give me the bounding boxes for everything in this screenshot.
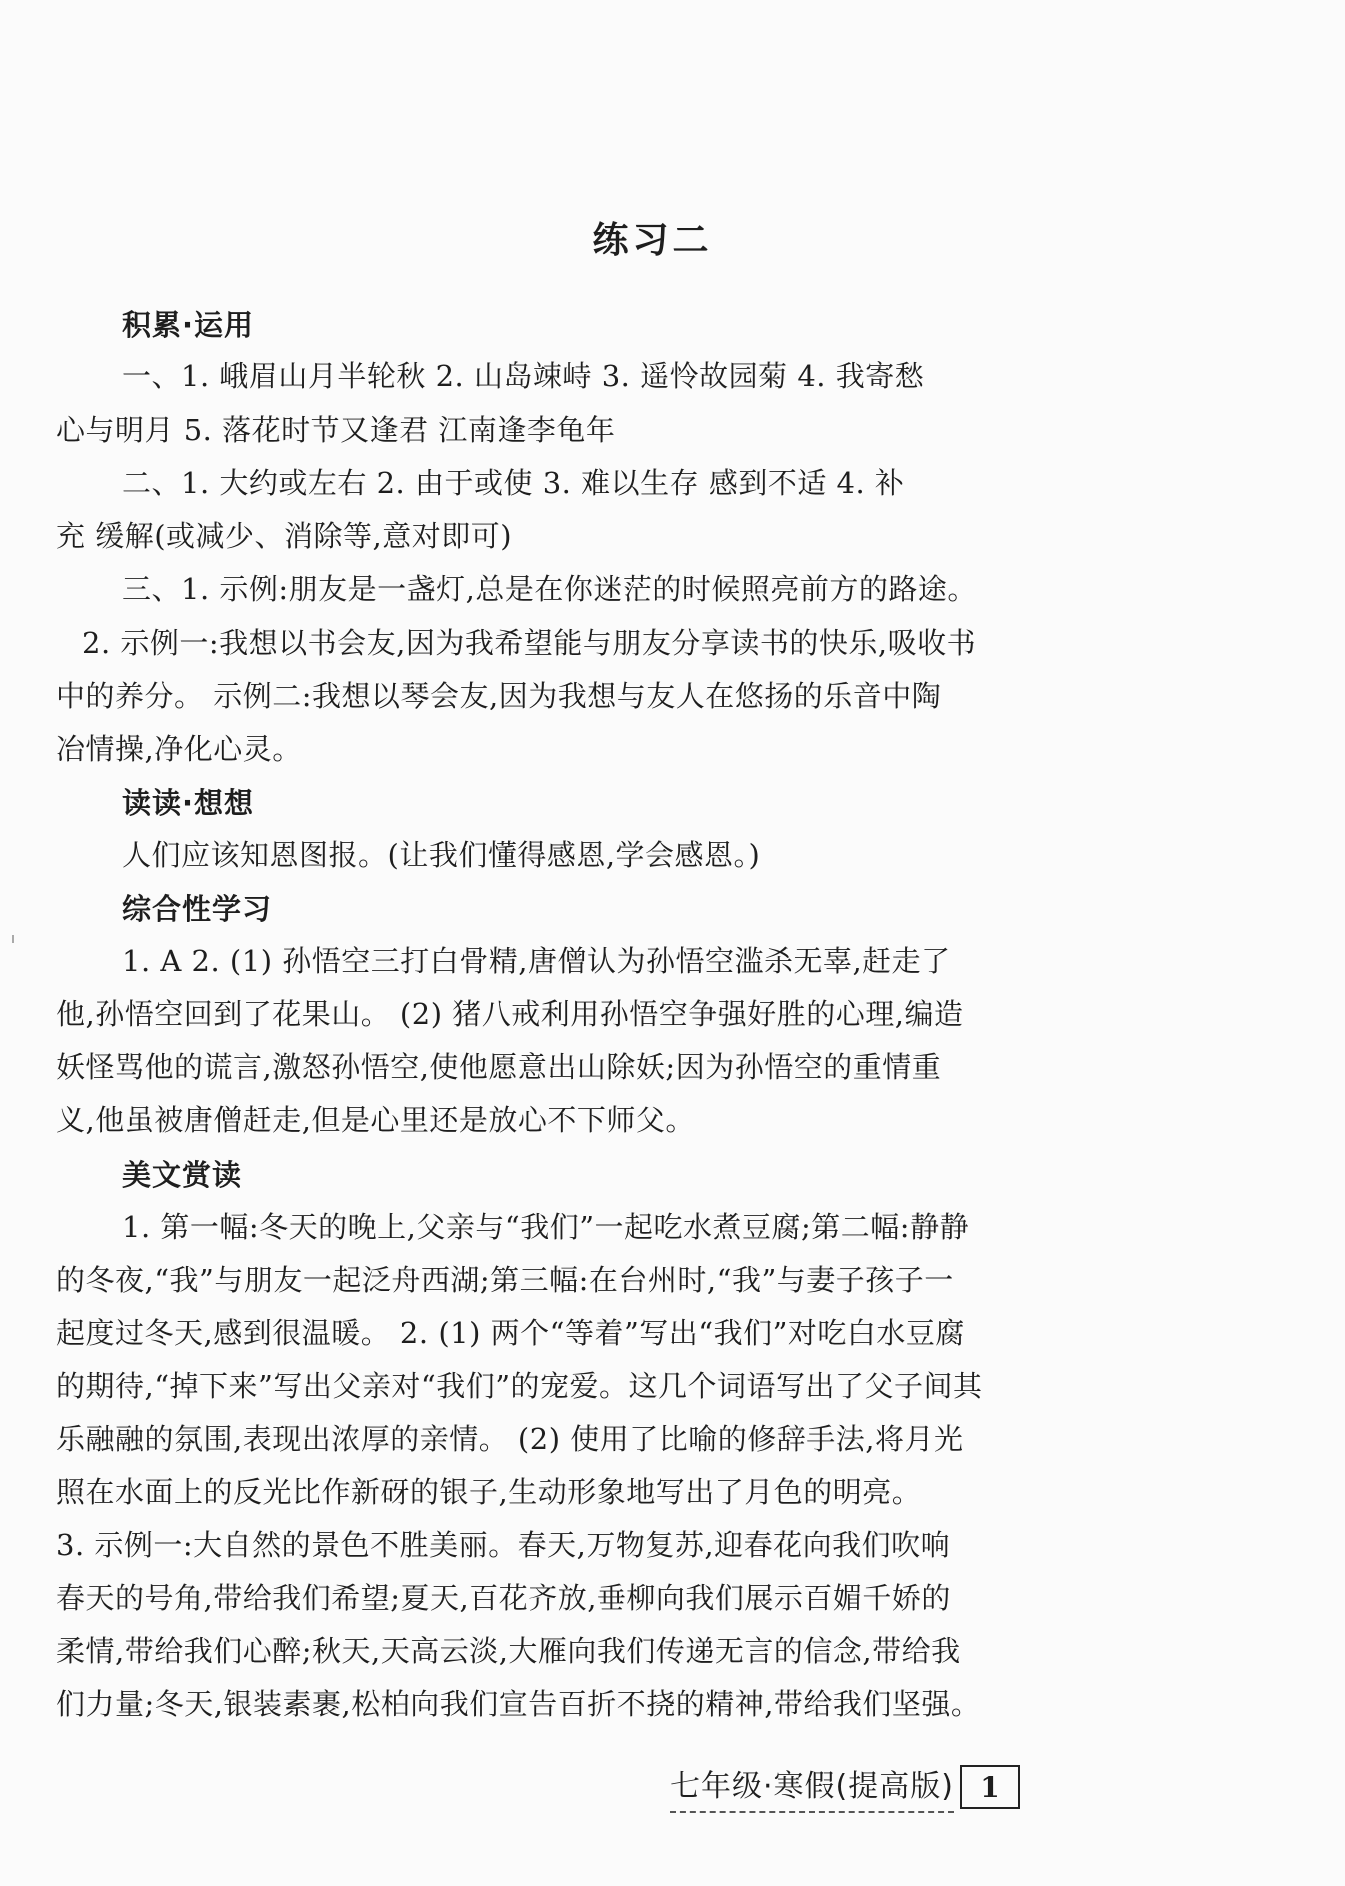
text-line: 他,孙悟空回到了花果山。 (2) 猪八戒利用孙悟空争强好胜的心理,编造 xyxy=(56,997,964,1031)
margin-mark xyxy=(12,935,14,943)
text-line: 义,他虽被唐僧赶走,但是心里还是放心不下师父。 xyxy=(56,1103,695,1137)
text-line: 们力量;冬天,银装素裹,松柏向我们宣告百折不挠的精神,带给我们坚强。 xyxy=(56,1687,981,1721)
text-line: 心与明月 5. 落花时节又逢君 江南逢李龟年 xyxy=(56,413,616,447)
text-line: 中的养分。 示例二:我想以琴会友,因为我想与友人在悠扬的乐音中陶 xyxy=(56,679,942,713)
text-line: 起度过冬天,感到很温暖。 2. (1) 两个“等着”写出“我们”对吃白水豆腐 xyxy=(56,1316,965,1350)
page-footer xyxy=(670,1763,1020,1811)
text-line: 三、1. 示例:朋友是一盏灯,总是在你迷茫的时候照亮前方的路途。 xyxy=(122,572,977,606)
section-heading-appreciation: 美文赏读 xyxy=(122,1158,243,1192)
text-line: 照在水面上的反光比作新砑的银子,生动形象地写出了月色的明亮。 xyxy=(56,1475,922,1509)
text-line: 柔情,带给我们心醉;秋天,天高云淡,大雁向我们传递无言的信念,带给我 xyxy=(56,1634,961,1668)
book-label: 七年级·寒假(提高版) xyxy=(670,1761,954,1813)
text-line: 的冬夜,“我”与朋友一起泛舟西湖;第三幅:在台州时,“我”与妻子孩子一 xyxy=(56,1263,954,1297)
text-line: 冶情操,净化心灵。 xyxy=(56,732,302,766)
text-line: 乐融融的氛围,表现出浓厚的亲情。 (2) 使用了比喻的修辞手法,将月光 xyxy=(56,1422,964,1456)
text-line: 春天的号角,带给我们希望;夏天,百花齐放,垂柳向我们展示百媚千娇的 xyxy=(56,1581,951,1615)
text-line: 3. 示例一:大自然的景色不胜美丽。春天,万物复苏,迎春花向我们吹响 xyxy=(56,1528,951,1562)
page-number: 1 xyxy=(960,1765,1020,1809)
text-line: 1. A 2. (1) 孙悟空三打白骨精,唐僧认为孙悟空滥杀无辜,赶走了 xyxy=(122,944,951,978)
text-line: 妖怪骂他的谎言,激怒孙悟空,使他愿意出山除妖;因为孙悟空的重情重 xyxy=(56,1050,942,1084)
text-line: 2. 示例一:我想以书会友,因为我希望能与朋友分享读书的快乐,吸收书 xyxy=(82,626,977,660)
text-line: 人们应该知恩图报。(让我们懂得感恩,学会感恩。) xyxy=(122,838,761,872)
section-heading-reading: 读读·想想 xyxy=(122,786,255,820)
section-heading-accumulation: 积累·运用 xyxy=(122,308,255,342)
text-line: 一、1. 峨眉山月半轮秋 2. 山岛竦峙 3. 遥怜故园菊 4. 我寄愁 xyxy=(122,359,925,393)
text-line: 充 缓解(或减少、消除等,意对即可) xyxy=(56,519,513,553)
section-heading-comprehensive: 综合性学习 xyxy=(122,892,273,926)
text-line: 二、1. 大约或左右 2. 由于或使 3. 难以生存 感到不适 4. 补 xyxy=(122,466,905,500)
text-line: 1. 第一幅:冬天的晚上,父亲与“我们”一起吃水煮豆腐;第二幅:静静 xyxy=(122,1210,970,1244)
page-title: 练习二 xyxy=(592,220,713,261)
text-line: 的期待,“掉下来”写出父亲对“我们”的宠爱。这几个词语写出了父子间其 xyxy=(56,1369,983,1403)
